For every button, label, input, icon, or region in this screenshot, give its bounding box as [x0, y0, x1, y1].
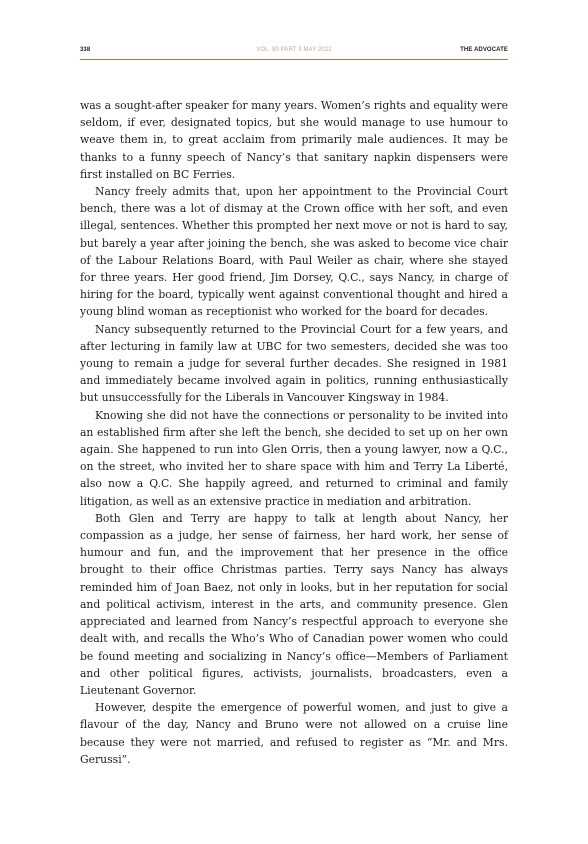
running-header [80, 47, 508, 59]
paragraph: Nancy subsequently returned to the Provincial Court for a few years, and after lecturing in family law at UBC for two semesters, decided she was too young to remain a judge for several further decades. She resigned in 1981 and immediately became involved again in politics, running enthusiastically but unsuccessfully for the Liberals in Vancouver Kingsway in 1984. [80, 322, 508, 405]
paragraph: Knowing she did not have the connections or personality to be invited into an established firm after she left the bench, she decided to set up on her own again. She happened to run into Glen Orris, then a young lawyer, now a Q.C., on the street, who invited her to share space with him and Terry La Liberté, also now a Q.C. She happily agreed, and returned to criminal and family litigation, as well as an extensive practice in mediation and arbitration. [80, 408, 508, 508]
page-number: 338 [80, 47, 91, 53]
issue-info: VOL. 80 PART 3 MAY 2022 [256, 47, 332, 53]
paragraph: Nancy freely admits that, upon her appointment to the Provincial Court bench, there was a lot of dismay at the Crown office with her soft, and even illegal, sentences. Whether this prompted her next move or not is hard to say, but barely a year after joining the bench, she was asked to become vice chair of the Labour Relations Board, with Paul Weiler as chair, where she stayed for three years. Her good friend, Jim Dorsey, Q.C., says Nancy, in charge of hiring for the board, typically went against conventional thought and hired a young blind woman as receptionist who worked for the board for decades. [80, 185, 508, 319]
header-rule [80, 59, 508, 60]
paragraph: was a sought-after speaker for many years. Women’s rights and equality were seldom, if ever, designated topics, but she would manage to use humour to weave them in, to great acclaim from primarily male audiences. It may be thanks to a funny speech of Nancy’s that sanitary napkin dispensers were first installed on BC Ferries. [80, 99, 508, 181]
article-body [80, 97, 508, 768]
paragraph: However, despite the emergence of powerful women, and just to give a flavour of the day, Nancy and Bruno were not allowed on a cruise line because they were not married, and refused to register as “Mr. and Mrs. Gerussi”. [80, 701, 508, 766]
paragraph: Both Glen and Terry are happy to talk at length about Nancy, her compassion as a judge, her sense of fairness, her hard work, her sense of humour and fun, and the improvement that her presence in the office brought to their office Christmas parties. Terry says Nancy has always reminded him of Joan Baez, not only in looks, but in her reputation for social and political activism, interest in the arts, and community presence. Glen appreciated and learned from Nancy’s respectful approach to everyone she dealt with, and recalls the Who’s Who of Canadian power women who could be found meeting and socializing in Nancy’s office—Members of Parliament and other political figures, activists, journalists, broadcasters, even a Lieutenant Governor. [80, 511, 508, 697]
publication-title: THE ADVOCATE [460, 47, 508, 53]
